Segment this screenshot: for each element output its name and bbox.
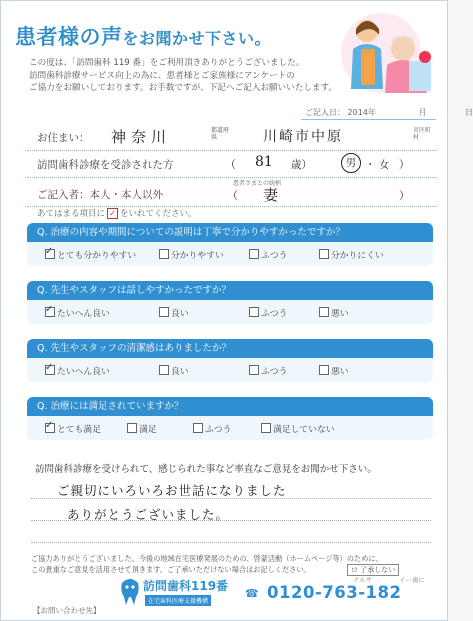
city-value[interactable]: 川崎市中原 [263, 129, 343, 145]
checkbox-icon[interactable] [159, 365, 169, 375]
checkbox-icon[interactable] [319, 365, 329, 375]
intro-text [29, 57, 379, 95]
page-title [15, 21, 271, 51]
checkbox-icon[interactable] [319, 307, 329, 317]
question-3 [27, 339, 433, 382]
checkbox-checked-icon[interactable] [45, 307, 55, 317]
relation-paren-close: ） [399, 189, 410, 202]
q3-option-4-label: 悪い [331, 367, 349, 377]
handwritten-comment-line-1: ご親切にいろいろお世話になりました [57, 483, 287, 498]
date-row [305, 107, 473, 118]
checkbox-icon[interactable] [261, 423, 271, 433]
checkbox-icon[interactable] [249, 307, 259, 317]
gender-separator: ・ [365, 159, 376, 171]
prefecture-suffix: 都道府県 [211, 127, 230, 141]
checkbox-icon[interactable] [159, 307, 169, 317]
free-comment-label: 訪問歯科診療を受けられて、感じられた事など率直なご意見をお聞かせ下さい。 [35, 464, 377, 475]
checkbox-icon[interactable] [249, 249, 259, 259]
address-row [27, 124, 437, 151]
tooth-mascot-icon [119, 577, 141, 607]
checkbox-icon[interactable] [249, 365, 259, 375]
date-underline [301, 119, 436, 120]
q4-option-1-label: とても満足 [57, 425, 101, 435]
q4-option-4-label: 満足していない [273, 425, 335, 435]
address-label: お住まい： [37, 132, 90, 144]
city-suffix: 市区町村 [413, 127, 432, 141]
q1-option-3[interactable] [249, 248, 287, 261]
q4-option-4[interactable] [261, 422, 335, 435]
q2-option-4-label: 悪い [331, 309, 349, 319]
consent-checkbox[interactable]: ロ 了承しない [347, 564, 399, 576]
q2-option-1-label: たいへん良い [57, 309, 110, 319]
gender-male-circled[interactable]: 男 [341, 153, 361, 173]
q2-option-4[interactable] [319, 306, 349, 319]
logo-subtitle: 在宅歯科医療支援機構 [145, 595, 211, 606]
phone-icon: ☎ [245, 587, 259, 600]
q1-option-2-label: 分かりやすい [171, 251, 224, 261]
footer-thanks: ご協力ありがとうございました。今後の地域在宅医療発展のための、啓蒙活動（ホームページ等）のために、 [31, 554, 383, 563]
q1-option-3-label: ふつう [261, 251, 288, 261]
q1-option-2[interactable] [159, 248, 224, 261]
age-value[interactable]: 81 [255, 154, 273, 170]
question-3-text: Q. 先生やスタッフの清潔感はありましたか？ [27, 339, 433, 358]
phone-number[interactable]: 0120-763-182 [267, 583, 402, 602]
age-suffix: 歳） [291, 159, 312, 171]
q3-option-4[interactable] [319, 364, 349, 377]
checkbox-checked-icon[interactable] [45, 249, 55, 259]
question-1-text: Q. 治療の内容や期間についての説明は丁寧で分かりやすかったですか？ [27, 223, 433, 242]
question-2-options [27, 300, 433, 324]
footer-consent: この貴重なご意見を活用させて頂きます。ご了承いただけない場合はお記しください。 [31, 565, 311, 574]
question-4 [27, 397, 433, 440]
q3-option-1-label: たいへん良い [57, 367, 110, 377]
question-4-options [27, 416, 433, 440]
q3-option-1[interactable] [45, 364, 110, 377]
date-day-label: 日 [465, 108, 473, 117]
q4-option-3-label: ふつう [205, 425, 232, 435]
q2-option-2[interactable] [159, 306, 189, 319]
q4-option-2-label: 満足 [139, 425, 157, 435]
question-2-text: Q. 先生やスタッフは話しやすかったですか？ [27, 281, 433, 300]
writer-label: ご記入者：本人・本人以外 [37, 189, 163, 201]
writer-row [27, 178, 437, 207]
q3-option-3-label: ふつう [261, 367, 288, 377]
q1-option-4[interactable] [319, 248, 384, 261]
contact-label: 【お問い合わせ先】 [33, 606, 101, 615]
intro-line-1: この度は、「訪問歯科 119 番」をご利用頂きありがとうございました。 [29, 58, 305, 68]
title-main: 患者様の声 [15, 25, 123, 49]
phone-kana-1: ナルサ [353, 576, 373, 584]
note-pre: あてはまる項目に [37, 209, 106, 219]
handwritten-comment-line-2: ありがとうございました。 [67, 507, 230, 522]
q2-option-3[interactable] [249, 306, 287, 319]
q2-option-1[interactable] [45, 306, 110, 319]
instruction-note [37, 207, 197, 219]
q1-option-1[interactable] [45, 248, 136, 261]
q1-option-4-label: 分かりにくい [331, 251, 384, 261]
date-year: 2014年 [347, 108, 376, 117]
q2-option-3-label: ふつう [261, 309, 288, 319]
gender-female[interactable]: 女 [379, 159, 390, 171]
q3-option-2[interactable] [159, 364, 189, 377]
q3-option-3[interactable] [249, 364, 287, 377]
phone-kana-2: イー歯に [399, 576, 425, 584]
q2-option-2-label: 良い [171, 309, 189, 319]
question-2 [27, 281, 433, 324]
checkbox-icon[interactable] [159, 249, 169, 259]
question-3-options [27, 358, 433, 382]
free-comment-area[interactable] [31, 475, 431, 543]
date-label: ご記入日： [305, 108, 345, 117]
checkbox-checked-icon[interactable] [45, 423, 55, 433]
relation-paren-open: （ [227, 189, 238, 202]
q4-option-1[interactable] [45, 422, 101, 435]
patient-info [27, 124, 437, 207]
checkbox-icon[interactable] [319, 249, 329, 259]
checkbox-checked-icon[interactable] [45, 365, 55, 375]
title-rest: をお聞かせ下さい。 [122, 29, 272, 48]
caregiver-illustration [341, 9, 437, 97]
intro-line-3: ご協力をお願いしております。お手数ですが、下記へご記入お願いいたします。 [29, 83, 338, 93]
gender-paren-close: ） [399, 159, 410, 171]
relation-value[interactable]: 妻 [263, 186, 279, 204]
brand-logo [119, 575, 229, 611]
question-4-text: Q. 治療には満足されていますか？ [27, 397, 433, 416]
q4-option-2[interactable] [127, 422, 157, 435]
prefecture-value[interactable]: 神奈川 [111, 128, 172, 146]
logo-title: 訪問歯科119番 [143, 579, 229, 593]
relation-caption: 患者さまとの続柄 [233, 180, 282, 187]
q3-option-2-label: 良い [171, 367, 189, 377]
q4-option-3[interactable] [193, 422, 231, 435]
patient-label: 訪問歯科診療を受診された方 [37, 159, 174, 171]
q1-option-1-label: とても分かりやすい [57, 251, 137, 261]
note-post: をいれてください。 [120, 209, 197, 219]
date-month-label: 月 [418, 108, 427, 117]
checkbox-icon[interactable] [127, 423, 137, 433]
question-1 [27, 223, 433, 266]
patient-row [27, 151, 437, 178]
ruled-line [31, 541, 431, 543]
age-paren-open: （ [225, 158, 236, 171]
checkmark-icon: ✓ [107, 208, 118, 219]
checkbox-icon[interactable] [193, 423, 203, 433]
question-1-options [27, 242, 433, 266]
intro-line-2: 訪問歯科診療サービス向上の為に、患者様とご家族様にアンケートの [29, 70, 295, 81]
